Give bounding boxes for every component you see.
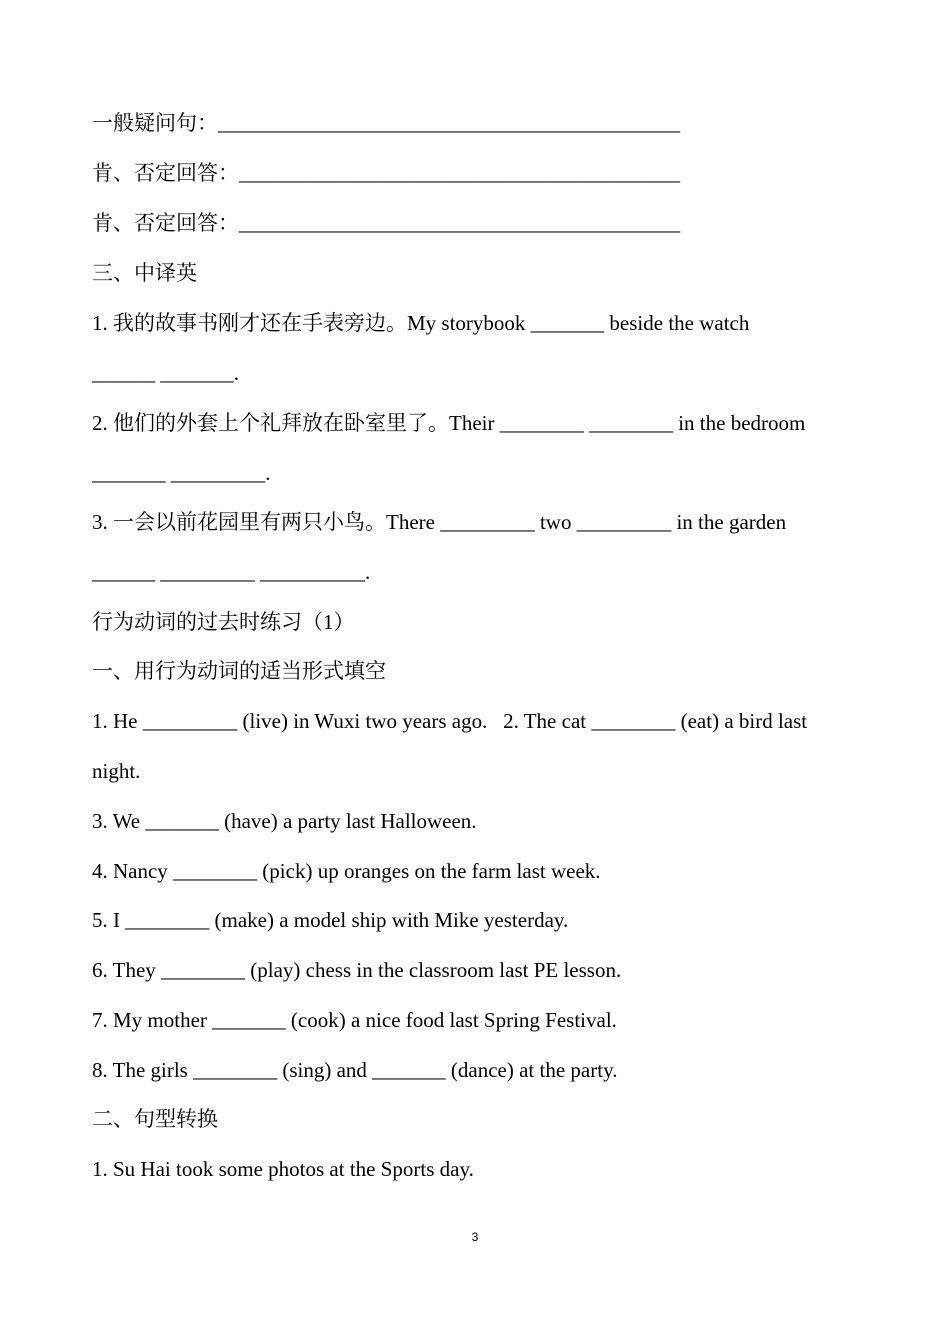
general-question-line: 一般疑问句：____________________________________________ xyxy=(92,111,680,135)
fill-item-5: 5. I ________ (make) a model ship with Mike yesterday. xyxy=(92,908,569,932)
answer-line-1: 肯、否定回答：__________________________________________ xyxy=(92,161,680,185)
translation-item-1-continued: ______ _______. xyxy=(92,361,239,385)
fill-item-2-continued: night. xyxy=(92,759,141,783)
translation-item-3-continued: ______ _________ __________. xyxy=(92,560,371,584)
section-heading-sentence-transform: 二、句型转换 xyxy=(92,1107,218,1131)
translation-item-2-continued: _______ _________. xyxy=(92,461,271,485)
translation-item-3: 3. 一会以前花园里有两只小鸟。There _________ two _________ in the garden xyxy=(92,510,787,534)
fill-item-3: 3. We _______ (have) a party last Halloween. xyxy=(92,809,477,833)
exercise-title: 行为动词的过去时练习（1） xyxy=(92,610,355,634)
fill-item-1-2: 1. He _________ (live) in Wuxi two years ago. 2. The cat ________ (eat) a bird last xyxy=(92,709,808,733)
section-heading-fill-blanks: 一、用行为动词的适当形式填空 xyxy=(92,659,386,683)
fill-item-4: 4. Nancy ________ (pick) up oranges on the farm last week. xyxy=(92,859,601,883)
fill-item-8: 8. The girls ________ (sing) and _______ (dance) at the party. xyxy=(92,1058,618,1082)
fill-item-7: 7. My mother _______ (cook) a nice food last Spring Festival. xyxy=(92,1008,617,1032)
fill-item-6: 6. They ________ (play) chess in the classroom last PE lesson. xyxy=(92,958,622,982)
section-heading-translation: 三、中译英 xyxy=(92,261,197,285)
page-number: 3 xyxy=(471,1230,479,1244)
answer-line-2: 肯、否定回答：__________________________________________ xyxy=(92,211,680,235)
transform-item-1: 1. Su Hai took some photos at the Sports day. xyxy=(92,1157,474,1181)
translation-item-1: 1. 我的故事书刚才还在手表旁边。My storybook _______ beside the watch xyxy=(92,311,750,335)
translation-item-2: 2. 他们的外套上个礼拜放在卧室里了。Their ________ ________ in the bedroom xyxy=(92,411,806,435)
